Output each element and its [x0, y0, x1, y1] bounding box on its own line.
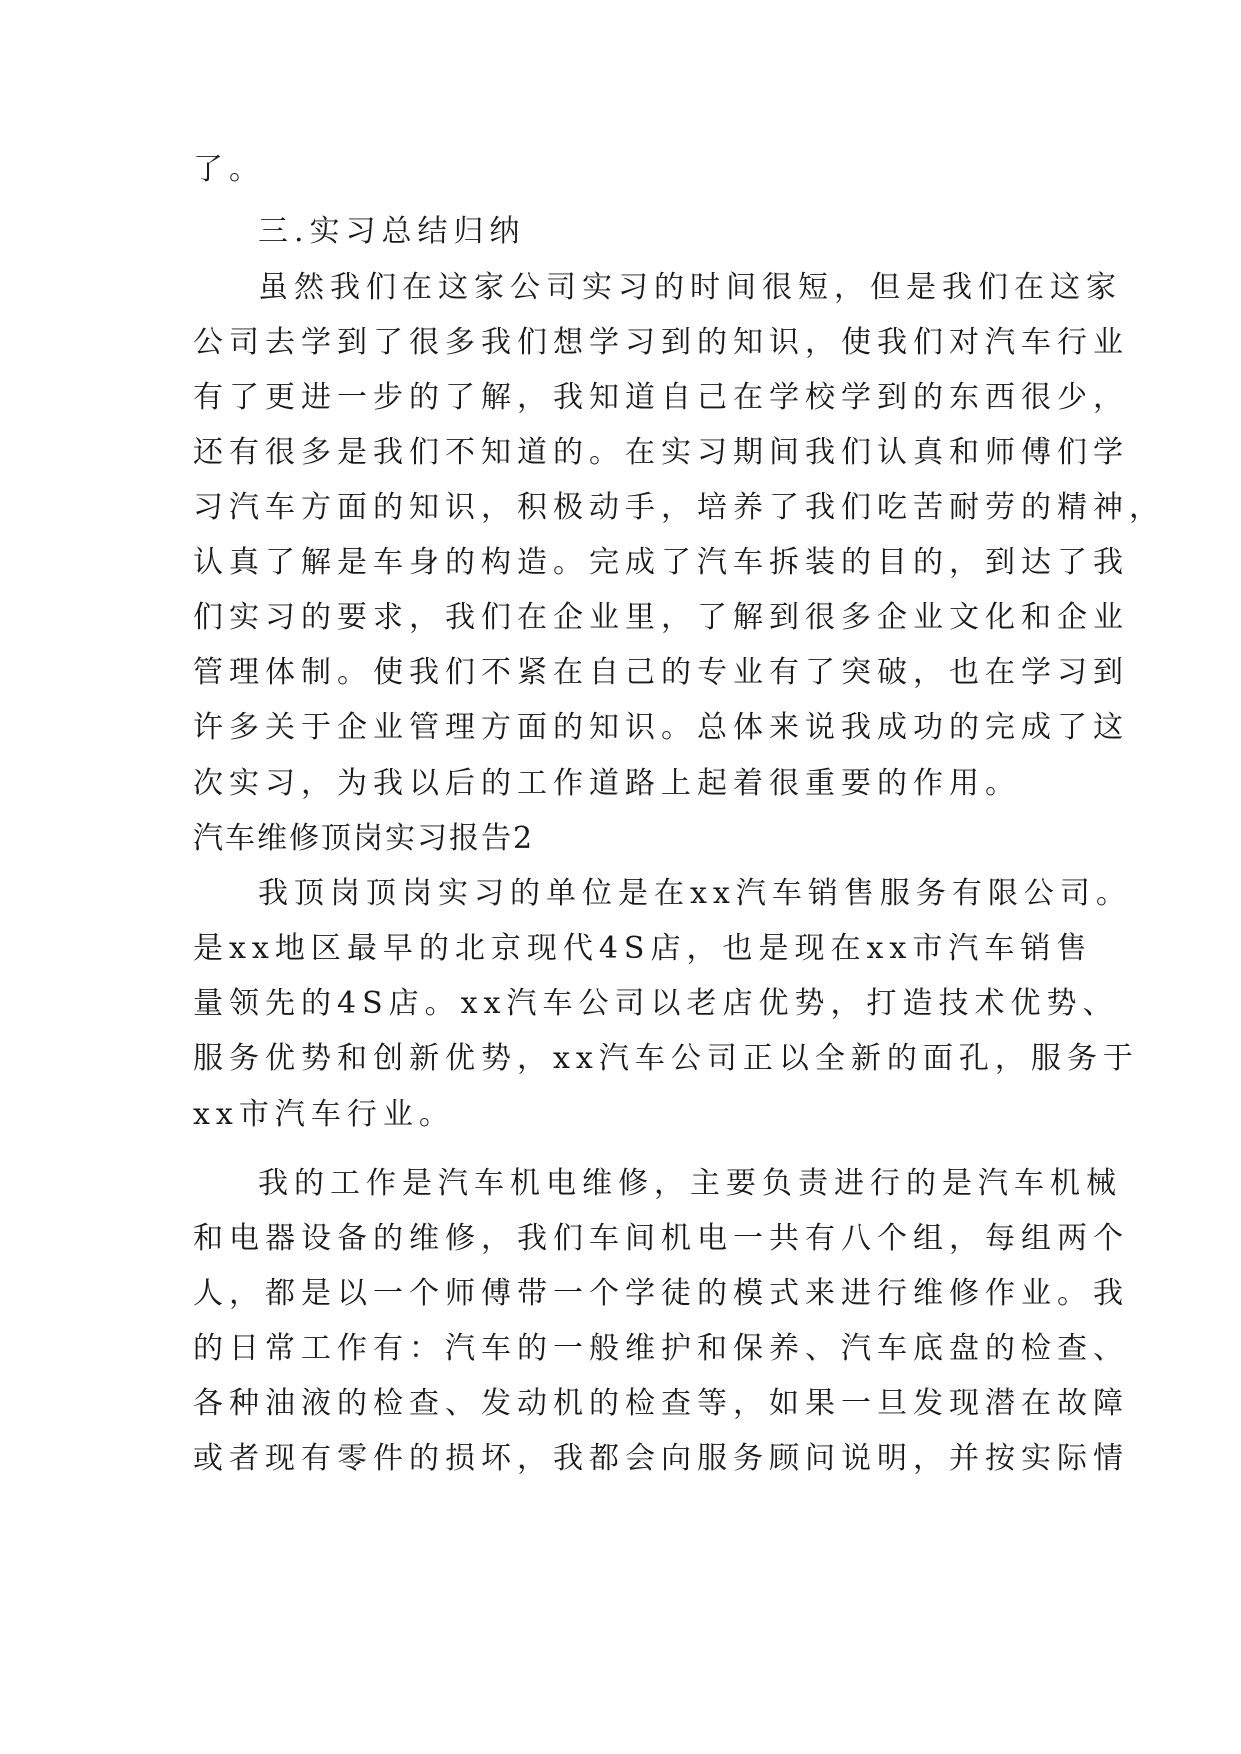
text-line: 虽然我们在这家公司实习的时间很短，但是我们在这家	[258, 270, 1122, 305]
text-line: 次实习，为我以后的工作道路上起着很重要的作用。	[193, 766, 1021, 801]
text-line: 们实习的要求，我们在企业里，了解到很多企业文化和企业	[193, 600, 1129, 635]
text-line: 服务优势和创新优势，xx汽车公司正以全新的面孔，服务于	[193, 1041, 1139, 1076]
text-line: 和电器设备的维修，我们车间机电一共有八个组，每组两个	[193, 1221, 1129, 1256]
text-line: 或者现有零件的损坏，我都会向服务顾问说明，并按实际情	[193, 1441, 1129, 1476]
text-line: 我顶岗顶岗实习的单位是在xx汽车销售服务有限公司。	[258, 876, 1132, 911]
text-line: 认真了解是车身的构造。完成了汽车拆装的目的，到达了我	[193, 545, 1129, 580]
text-line: 的日常工作有：汽车的一般维护和保养、汽车底盘的检查、	[193, 1331, 1129, 1366]
text-line: 公司去学到了很多我们想学习到的知识，使我们对汽车行业	[193, 325, 1129, 360]
text-line: 量领先的4S店。xx汽车公司以老店优势，打造技术优势、	[193, 986, 1119, 1021]
text-line: xx市汽车行业。	[193, 1097, 455, 1132]
text-line: 管理体制。使我们不紧在自己的专业有了突破，也在学习到	[193, 655, 1129, 690]
text-line: 有了更进一步的了解，我知道自己在学校学到的东西很少，	[193, 380, 1129, 415]
report-title: 汽车维修顶岗实习报告2	[193, 821, 535, 856]
text-line: 许多关于企业管理方面的知识。总体来说我成功的完成了这	[193, 710, 1129, 745]
text-line: 了。	[193, 152, 265, 187]
text-line: 我的工作是汽车机电维修，主要负责进行的是汽车机械	[258, 1166, 1122, 1201]
text-line: 各种油液的检查、发动机的检查等，如果一旦发现潜在故障	[193, 1386, 1129, 1421]
text-line: 人，都是以一个师傅带一个学徒的模式来进行维修作业。我	[193, 1276, 1129, 1311]
section-heading: 三.实习总结归纳	[258, 214, 526, 249]
text-line: 是xx地区最早的北京现代4S店，也是现在xx市汽车销售	[193, 931, 1093, 966]
text-line: 习汽车方面的知识，积极动手，培养了我们吃苦耐劳的精神，	[193, 490, 1165, 525]
text-line: 还有很多是我们不知道的。在实习期间我们认真和师傅们学	[193, 435, 1129, 470]
